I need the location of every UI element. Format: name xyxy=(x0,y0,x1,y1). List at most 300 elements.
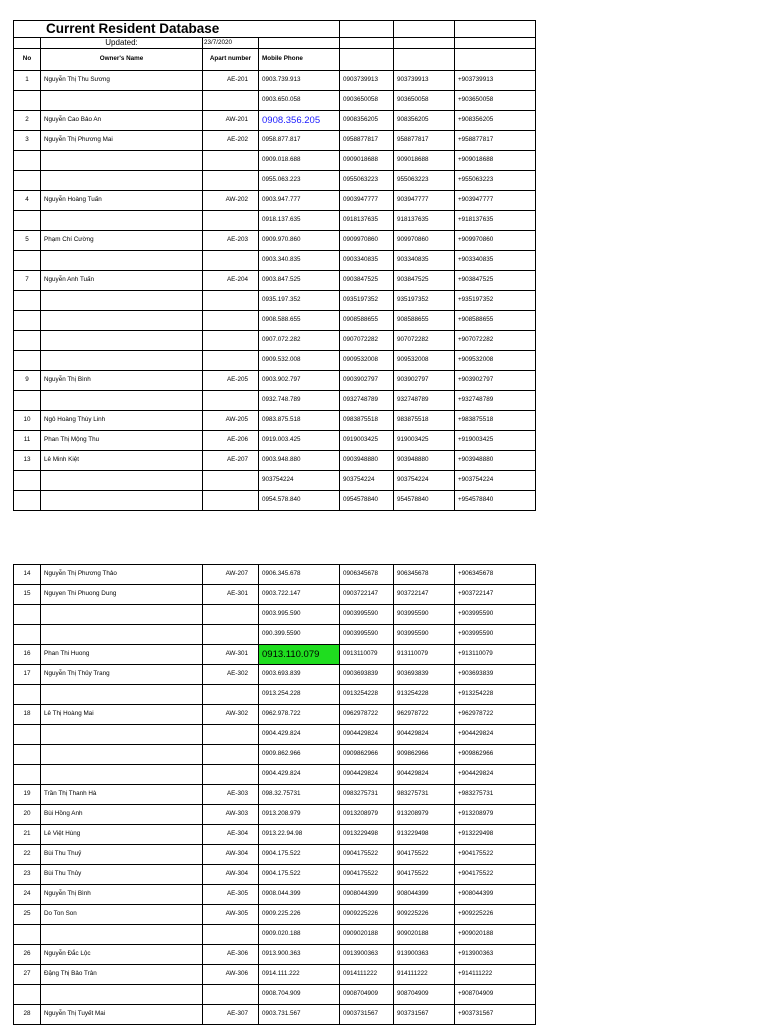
owner-name xyxy=(41,985,203,1005)
row-no xyxy=(14,625,41,645)
table-row xyxy=(14,211,536,231)
table-row xyxy=(14,865,536,885)
table-row xyxy=(14,471,536,491)
phone-intl: +909225226 xyxy=(455,905,536,925)
phone-short: 913900363 xyxy=(394,945,455,965)
apart-number xyxy=(203,725,259,745)
phone-short: 903947777 xyxy=(394,191,455,211)
apart-number: AE-302 xyxy=(203,665,259,685)
table-row xyxy=(14,765,536,785)
apart-number: AE-205 xyxy=(203,371,259,391)
header-apart: Apart number xyxy=(203,49,259,71)
owner-name xyxy=(41,391,203,411)
phone-intl: +909862966 xyxy=(455,745,536,765)
phone-short: 932748789 xyxy=(394,391,455,411)
owner-name: Nguyễn Thị Thủy Trang xyxy=(41,665,203,685)
header-owner: Owner's Name xyxy=(41,49,203,71)
owner-name xyxy=(41,351,203,371)
phone-short: 958877817 xyxy=(394,131,455,151)
table-row xyxy=(14,391,536,411)
phone-intl: +909018688 xyxy=(455,151,536,171)
phone-digits: 0903947777 xyxy=(340,191,394,211)
table-row xyxy=(14,705,536,725)
phone-short: 909018688 xyxy=(394,151,455,171)
phone-short: 913254228 xyxy=(394,685,455,705)
apart-number xyxy=(203,211,259,231)
table-row xyxy=(14,605,536,625)
table-row xyxy=(14,565,536,585)
phone-short: 904175522 xyxy=(394,845,455,865)
table-row xyxy=(14,131,536,151)
phone-short: 983275731 xyxy=(394,785,455,805)
table-row xyxy=(14,311,536,331)
mobile-phone: 0909.970.860 xyxy=(259,231,340,251)
table-row xyxy=(14,945,536,965)
owner-name: Do Ton Son xyxy=(41,905,203,925)
phone-short: 903731567 xyxy=(394,1005,455,1025)
phone-digits: 0909225226 xyxy=(340,905,394,925)
mobile-phone: 0908.356.205 xyxy=(259,111,340,131)
table-row xyxy=(14,371,536,391)
owner-name xyxy=(41,765,203,785)
phone-digits: 0904429824 xyxy=(340,765,394,785)
apart-number: AW-306 xyxy=(203,965,259,985)
phone-short: 903902797 xyxy=(394,371,455,391)
table-row xyxy=(14,985,536,1005)
row-no xyxy=(14,471,41,491)
mobile-phone: 0958.877.817 xyxy=(259,131,340,151)
header-no: No xyxy=(14,49,41,71)
phone-short: 908044399 xyxy=(394,885,455,905)
owner-name: Trần Thị Thanh Hà xyxy=(41,785,203,805)
apart-number: AE-206 xyxy=(203,431,259,451)
phone-digits: 0913229498 xyxy=(340,825,394,845)
apart-number: AW-304 xyxy=(203,865,259,885)
phone-short: 903722147 xyxy=(394,585,455,605)
apart-number: AW-207 xyxy=(203,565,259,585)
mobile-phone: 903754224 xyxy=(259,471,340,491)
phone-intl: +918137635 xyxy=(455,211,536,231)
mobile-phone: 0903.340.835 xyxy=(259,251,340,271)
apart-number xyxy=(203,685,259,705)
owner-name xyxy=(41,725,203,745)
apart-number xyxy=(203,251,259,271)
row-no xyxy=(14,291,41,311)
table-row xyxy=(14,665,536,685)
row-no: 4 xyxy=(14,191,41,211)
row-no xyxy=(14,331,41,351)
mobile-phone: 0913.22.94.98 xyxy=(259,825,340,845)
table-row xyxy=(14,925,536,945)
table-row xyxy=(14,291,536,311)
phone-digits: 0913900363 xyxy=(340,945,394,965)
apart-number xyxy=(203,311,259,331)
table-row xyxy=(14,1005,536,1025)
phone-digits: 0983275731 xyxy=(340,785,394,805)
owner-name: Ngô Hoàng Thùy Linh xyxy=(41,411,203,431)
apart-number xyxy=(203,391,259,411)
apart-number: AW-301 xyxy=(203,645,259,665)
mobile-phone: 0903.947.777 xyxy=(259,191,340,211)
phone-short: 903948880 xyxy=(394,451,455,471)
owner-name: Nguyễn Anh Tuấn xyxy=(41,271,203,291)
phone-intl: +913229498 xyxy=(455,825,536,845)
phone-short: 913229498 xyxy=(394,825,455,845)
phone-intl: +903902797 xyxy=(455,371,536,391)
phone-intl: +983275731 xyxy=(455,785,536,805)
mobile-phone: 0913.208.979 xyxy=(259,805,340,825)
table-row xyxy=(14,251,536,271)
owner-name: Nguyễn Thị Bình xyxy=(41,885,203,905)
row-no: 5 xyxy=(14,231,41,251)
phone-intl: +935197352 xyxy=(455,291,536,311)
mobile-phone: 0913.254.228 xyxy=(259,685,340,705)
owner-name: Bùi Thu Thủy xyxy=(41,865,203,885)
owner-name: Bùi Hồng Anh xyxy=(41,805,203,825)
row-no xyxy=(14,725,41,745)
apart-number xyxy=(203,151,259,171)
owner-name xyxy=(41,491,203,511)
row-no: 27 xyxy=(14,965,41,985)
phone-intl: +904175522 xyxy=(455,865,536,885)
sheet-title: Current Resident Database xyxy=(14,21,340,38)
table-row xyxy=(14,825,536,845)
mobile-phone: 0913.900.363 xyxy=(259,945,340,965)
owner-name xyxy=(41,605,203,625)
table-row xyxy=(14,785,536,805)
row-no xyxy=(14,491,41,511)
table-row xyxy=(14,805,536,825)
owner-name xyxy=(41,331,203,351)
phone-digits: 0955063223 xyxy=(340,171,394,191)
phone-digits: 0932748789 xyxy=(340,391,394,411)
phone-intl: +914111222 xyxy=(455,965,536,985)
owner-name xyxy=(41,311,203,331)
phone-intl: +903693839 xyxy=(455,665,536,685)
row-no: 20 xyxy=(14,805,41,825)
table-row xyxy=(14,91,536,111)
apart-number: AE-304 xyxy=(203,825,259,845)
phone-digits: 0909532008 xyxy=(340,351,394,371)
phone-short: 918137635 xyxy=(394,211,455,231)
phone-short: 904429824 xyxy=(394,725,455,745)
mobile-phone: 0904.175.522 xyxy=(259,845,340,865)
mobile-phone: 0955.063.223 xyxy=(259,171,340,191)
owner-name: Đặng Thị Bảo Trân xyxy=(41,965,203,985)
phone-digits: 0909862966 xyxy=(340,745,394,765)
phone-digits: 0908588655 xyxy=(340,311,394,331)
row-no xyxy=(14,91,41,111)
apart-number: AE-201 xyxy=(203,71,259,91)
table-row xyxy=(14,171,536,191)
row-no: 28 xyxy=(14,1005,41,1025)
owner-name xyxy=(41,625,203,645)
row-no: 25 xyxy=(14,905,41,925)
apart-number: AW-304 xyxy=(203,845,259,865)
phone-intl: +983875518 xyxy=(455,411,536,431)
phone-intl: +909532008 xyxy=(455,351,536,371)
phone-intl: +906345678 xyxy=(455,565,536,585)
phone-intl: +919003425 xyxy=(455,431,536,451)
phone-intl: +962978722 xyxy=(455,705,536,725)
mobile-phone: 0935.197.352 xyxy=(259,291,340,311)
phone-short: 913110079 xyxy=(394,645,455,665)
mobile-phone: 0909.862.966 xyxy=(259,745,340,765)
owner-name xyxy=(41,251,203,271)
phone-digits: 0904429824 xyxy=(340,725,394,745)
phone-digits: 0903847525 xyxy=(340,271,394,291)
phone-digits: 0913254228 xyxy=(340,685,394,705)
phone-intl: +903995590 xyxy=(455,625,536,645)
apart-number: AE-202 xyxy=(203,131,259,151)
phone-digits: 0903739913 xyxy=(340,71,394,91)
mobile-phone: 098.32.75731 xyxy=(259,785,340,805)
mobile-phone: 0903.739.913 xyxy=(259,71,340,91)
apart-number xyxy=(203,491,259,511)
row-no: 18 xyxy=(14,705,41,725)
phone-intl: +913900363 xyxy=(455,945,536,965)
table-row xyxy=(14,351,536,371)
mobile-phone: 0909.532.008 xyxy=(259,351,340,371)
phone-digits: 0909970860 xyxy=(340,231,394,251)
table-row xyxy=(14,191,536,211)
phone-short: 909862966 xyxy=(394,745,455,765)
phone-intl: +958877817 xyxy=(455,131,536,151)
table-row xyxy=(14,151,536,171)
row-no xyxy=(14,151,41,171)
apart-number: AE-306 xyxy=(203,945,259,965)
table-row xyxy=(14,645,536,665)
phone-digits: 0908044399 xyxy=(340,885,394,905)
row-no xyxy=(14,925,41,945)
phone-intl: +903340835 xyxy=(455,251,536,271)
phone-digits: 0903995590 xyxy=(340,625,394,645)
row-no xyxy=(14,985,41,1005)
table-row xyxy=(14,331,536,351)
phone-intl: +909970860 xyxy=(455,231,536,251)
row-no: 26 xyxy=(14,945,41,965)
phone-intl: +903739913 xyxy=(455,71,536,91)
phone-short: 935197352 xyxy=(394,291,455,311)
mobile-phone: 0908.588.655 xyxy=(259,311,340,331)
apart-number xyxy=(203,765,259,785)
phone-digits: 0903693839 xyxy=(340,665,394,685)
phone-short: 909020188 xyxy=(394,925,455,945)
phone-short: 908704909 xyxy=(394,985,455,1005)
mobile-phone: 0918.137.635 xyxy=(259,211,340,231)
apart-number xyxy=(203,331,259,351)
row-no: 9 xyxy=(14,371,41,391)
row-no xyxy=(14,211,41,231)
phone-short: 903693839 xyxy=(394,665,455,685)
row-no: 3 xyxy=(14,131,41,151)
phone-intl: +908356205 xyxy=(455,111,536,131)
phone-intl: +913254228 xyxy=(455,685,536,705)
mobile-phone: 0954.578.840 xyxy=(259,491,340,511)
mobile-phone: 0904.429.824 xyxy=(259,765,340,785)
phone-digits: 0903340835 xyxy=(340,251,394,271)
phone-digits: 0903995590 xyxy=(340,605,394,625)
apart-number: AW-205 xyxy=(203,411,259,431)
owner-name: Lê Minh Kiệt xyxy=(41,451,203,471)
owner-name: Nguyen Thi Phuong Dung xyxy=(41,585,203,605)
apart-number xyxy=(203,985,259,1005)
phone-short: 909970860 xyxy=(394,231,455,251)
apart-number xyxy=(203,471,259,491)
phone-digits: 0958877817 xyxy=(340,131,394,151)
mobile-phone: 0909.018.688 xyxy=(259,151,340,171)
phone-short: 919003425 xyxy=(394,431,455,451)
row-no xyxy=(14,685,41,705)
phone-short: 907072282 xyxy=(394,331,455,351)
phone-digits: 0913110079 xyxy=(340,645,394,665)
table-row xyxy=(14,451,536,471)
phone-digits: 0903722147 xyxy=(340,585,394,605)
mobile-phone: 0906.345.678 xyxy=(259,565,340,585)
row-no: 14 xyxy=(14,565,41,585)
table-row xyxy=(14,725,536,745)
phone-short: 909532008 xyxy=(394,351,455,371)
table-row xyxy=(14,411,536,431)
mobile-phone: 0909.020.188 xyxy=(259,925,340,945)
phone-digits: 0918137635 xyxy=(340,211,394,231)
row-no: 11 xyxy=(14,431,41,451)
phone-short: 908356205 xyxy=(394,111,455,131)
owner-name: Nguyễn Thị Phương Thảo xyxy=(41,565,203,585)
phone-intl: +903731567 xyxy=(455,1005,536,1025)
row-no xyxy=(14,765,41,785)
phone-short: 954578840 xyxy=(394,491,455,511)
owner-name: Lê Thị Hoàng Mai xyxy=(41,705,203,725)
apart-number: AW-302 xyxy=(203,705,259,725)
phone-digits: 0913208979 xyxy=(340,805,394,825)
apart-number: AW-305 xyxy=(203,905,259,925)
phone-digits: 0903650058 xyxy=(340,91,394,111)
owner-name xyxy=(41,925,203,945)
phone-intl: +903948880 xyxy=(455,451,536,471)
phone-short: 904429824 xyxy=(394,765,455,785)
apart-number: AW-303 xyxy=(203,805,259,825)
phone-short: 903340835 xyxy=(394,251,455,271)
phone-short: 906345678 xyxy=(394,565,455,585)
row-no: 22 xyxy=(14,845,41,865)
mobile-phone: 0932.748.789 xyxy=(259,391,340,411)
phone-digits: 0962978722 xyxy=(340,705,394,725)
owner-name: Lê Việt Hùng xyxy=(41,825,203,845)
owner-name: Phan Thị Mộng Thu xyxy=(41,431,203,451)
owner-name: Nguyễn Thị Phương Mai xyxy=(41,131,203,151)
apart-number xyxy=(203,745,259,765)
owner-name: Nguyễn Đắc Lộc xyxy=(41,945,203,965)
row-no xyxy=(14,351,41,371)
row-no xyxy=(14,605,41,625)
table-row xyxy=(14,431,536,451)
mobile-phone: 0919.003.425 xyxy=(259,431,340,451)
row-no xyxy=(14,391,41,411)
phone-short: 962978722 xyxy=(394,705,455,725)
mobile-phone: 0903.847.525 xyxy=(259,271,340,291)
apart-number: AW-201 xyxy=(203,111,259,131)
table-row xyxy=(14,845,536,865)
phone-digits: 0906345678 xyxy=(340,565,394,585)
owner-name: Bùi Thu Thuỷ xyxy=(41,845,203,865)
phone-short: 955063223 xyxy=(394,171,455,191)
apart-number xyxy=(203,351,259,371)
table-row xyxy=(14,905,536,925)
mobile-phone: 0907.072.282 xyxy=(259,331,340,351)
phone-short: 983875518 xyxy=(394,411,455,431)
owner-name xyxy=(41,211,203,231)
phone-digits: 0983875518 xyxy=(340,411,394,431)
phone-digits: 0903731567 xyxy=(340,1005,394,1025)
phone-short: 913208979 xyxy=(394,805,455,825)
owner-name xyxy=(41,745,203,765)
mobile-phone: 0903.693.839 xyxy=(259,665,340,685)
apart-number: AE-203 xyxy=(203,231,259,251)
phone-intl: +932748789 xyxy=(455,391,536,411)
row-no: 13 xyxy=(14,451,41,471)
phone-intl: +903650058 xyxy=(455,91,536,111)
owner-name xyxy=(41,291,203,311)
table-row xyxy=(14,745,536,765)
apart-number xyxy=(203,171,259,191)
resident-table-bottom xyxy=(13,564,536,1025)
mobile-phone: 0903.650.058 xyxy=(259,91,340,111)
table-row xyxy=(14,585,536,605)
apart-number: AW-202 xyxy=(203,191,259,211)
owner-name xyxy=(41,91,203,111)
owner-name: Nguyễn Thị Tuyết Mai xyxy=(41,1005,203,1025)
phone-digits: 0908704909 xyxy=(340,985,394,1005)
row-no: 19 xyxy=(14,785,41,805)
phone-short: 903995590 xyxy=(394,605,455,625)
owner-name: Nguyễn Thị Bình xyxy=(41,371,203,391)
mobile-phone: 0903.902.797 xyxy=(259,371,340,391)
resident-table-top xyxy=(13,20,536,511)
phone-short: 903650058 xyxy=(394,91,455,111)
phone-digits: 0919003425 xyxy=(340,431,394,451)
phone-short: 909225226 xyxy=(394,905,455,925)
phone-intl: +954578840 xyxy=(455,491,536,511)
owner-name: Nguyễn Thị Thu Sương xyxy=(41,71,203,91)
mobile-phone: 0903.948.880 xyxy=(259,451,340,471)
phone-intl: +908044399 xyxy=(455,885,536,905)
phone-intl: +903947777 xyxy=(455,191,536,211)
owner-name xyxy=(41,151,203,171)
phone-digits: 0908356205 xyxy=(340,111,394,131)
phone-digits: 0904175522 xyxy=(340,865,394,885)
owner-name: Nguyễn Cao Bảo An xyxy=(41,111,203,131)
phone-intl: +903847525 xyxy=(455,271,536,291)
phone-short: 914111222 xyxy=(394,965,455,985)
mobile-phone: 0908.704.909 xyxy=(259,985,340,1005)
apart-number xyxy=(203,291,259,311)
owner-name: Phạm Chí Cường xyxy=(41,231,203,251)
phone-digits: 0935197352 xyxy=(340,291,394,311)
phone-digits: 0907072282 xyxy=(340,331,394,351)
mobile-phone: 0909.225.226 xyxy=(259,905,340,925)
table-row xyxy=(14,491,536,511)
owner-name xyxy=(41,685,203,705)
row-no: 24 xyxy=(14,885,41,905)
apart-number xyxy=(203,605,259,625)
phone-intl: +909020188 xyxy=(455,925,536,945)
phone-intl: +904429824 xyxy=(455,765,536,785)
phone-intl: +913110079 xyxy=(455,645,536,665)
mobile-phone: 0903.722.147 xyxy=(259,585,340,605)
mobile-phone: 0983.875.518 xyxy=(259,411,340,431)
mobile-phone: 0903.731.567 xyxy=(259,1005,340,1025)
